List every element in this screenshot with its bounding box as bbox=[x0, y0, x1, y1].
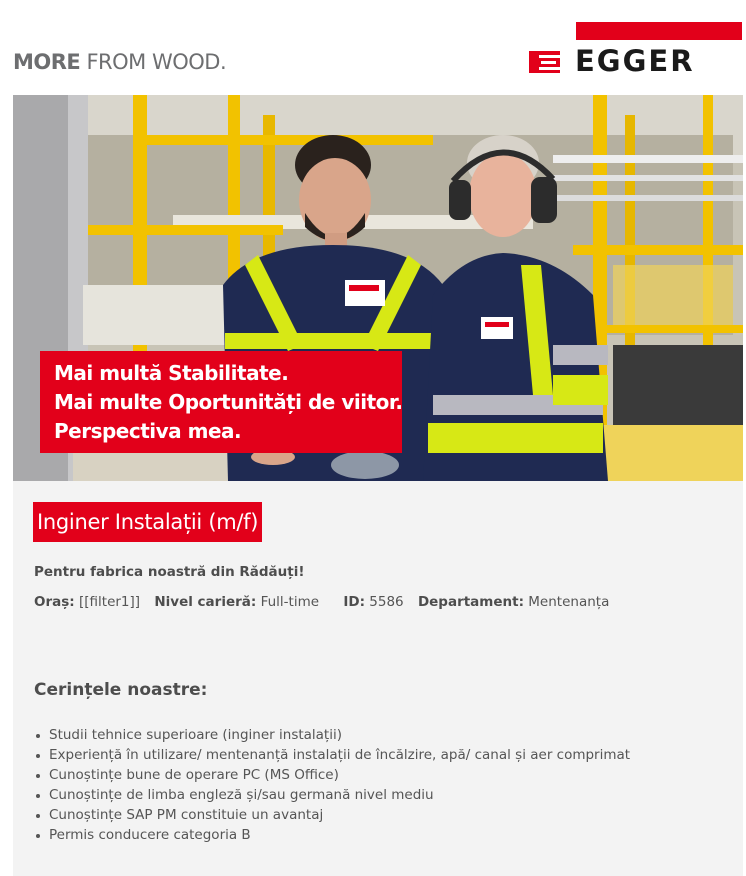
slogan-line-2: Mai multe Oportunități de viitor. bbox=[54, 390, 403, 414]
list-item: Cunoștințe SAP PM constituie un avantaj bbox=[34, 805, 630, 825]
department-value: Mentenanța bbox=[528, 594, 610, 610]
requirements-list bbox=[34, 725, 630, 845]
level-value: Full-time bbox=[260, 594, 320, 610]
department-label: Departament: bbox=[417, 594, 524, 610]
tagline-rest: FROM WOOD. bbox=[86, 50, 227, 74]
id-label: ID: bbox=[343, 594, 365, 610]
list-item: Permis conducere categoria B bbox=[34, 825, 630, 845]
level-label: Nivel carieră: bbox=[154, 594, 257, 610]
requirements-title: Cerințele noastre: bbox=[34, 680, 208, 700]
list-item: Cunoștințe de limba engleză și/sau germană nivel mediu bbox=[34, 785, 630, 805]
job-meta bbox=[34, 594, 609, 610]
brand-tagline bbox=[13, 50, 226, 74]
slogan-line-1: Mai multă Stabilitate. bbox=[54, 361, 289, 385]
id-value: 5586 bbox=[369, 594, 404, 610]
list-item: Studii tehnice superioare (inginer instalații) bbox=[34, 725, 630, 745]
page-header bbox=[0, 0, 746, 95]
job-subtitle: Pentru fabrica noastră din Rădăuți! bbox=[34, 564, 305, 580]
job-details bbox=[13, 481, 743, 876]
hero-banner bbox=[13, 95, 743, 481]
city-value: [[filter1]] bbox=[78, 594, 141, 610]
slogan-line-3: Perspectiva mea. bbox=[54, 419, 242, 443]
brand-logo-bar bbox=[576, 22, 742, 40]
brand-logo-wordmark: EGGER bbox=[575, 44, 695, 78]
hero-slogan-box bbox=[40, 351, 402, 453]
list-item: Experiență în utilizare/ mentenanță instalații de încălzire, apă/ canal și aer comprimat bbox=[34, 745, 630, 765]
brand-logo-e-icon bbox=[529, 51, 560, 73]
job-title: Inginer Instalații (m/f) bbox=[33, 502, 262, 542]
list-item: Cunoștințe bune de operare PC (MS Office) bbox=[34, 765, 630, 785]
tagline-bold: MORE bbox=[13, 50, 81, 74]
city-label: Oraș: bbox=[34, 594, 75, 610]
